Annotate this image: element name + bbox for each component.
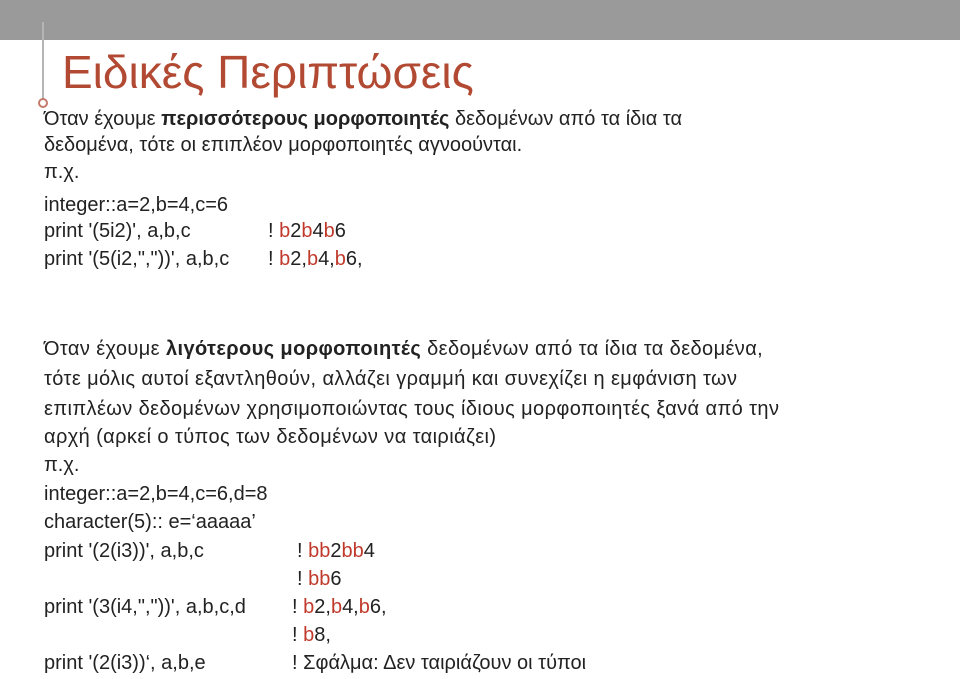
s2-intro-line3: επιπλέων δεδομένων χρησιμοποιώντας τους ίδιους μορφοποιητές ξανά από την [44, 398, 780, 420]
s2-print1-output-line2: ! bb6 [297, 568, 342, 590]
s1-print2-output: ! b2,b4,b6, [268, 248, 363, 270]
s2-print3-error-output: ! Σφάλμα: Δεν ταιριάζουν οι τύποι [292, 652, 587, 674]
s2-intro-emphasis: λιγότερους μορφοποιητές [165, 338, 422, 360]
s1-example-label: π.χ. [44, 161, 80, 183]
s2-example-label: π.χ. [44, 454, 80, 476]
s2-intro-line2: τότε μόλις αυτοί εξαντληθούν, αλλάζει γραμμή και συνεχίζει η εμφάνιση των [44, 368, 738, 390]
slide-title: Ειδικές Περιπτώσεις [62, 46, 474, 98]
s1-intro-line2: δεδομένα, τότε οι επιπλέον μορφοποιητές αγνοούνται. [44, 134, 523, 156]
s2-print2-output-line1: ! b2,b4,b6, [292, 596, 387, 618]
s2-declaration-integer: integer::a=2,b=4,c=6,d=8 [44, 483, 268, 505]
s2-print3-statement: print '(2(i3))‘, a,b,e [44, 652, 206, 674]
s2-print1-statement: print '(2(i3))', a,b,c [44, 540, 204, 562]
s1-declaration: integer::a=2,b=4,c=6 [44, 194, 229, 216]
s2-print2-output-line2: ! b8, [292, 624, 331, 646]
s1-intro-emphasis: περισσότερους μορφοποιητές [161, 108, 450, 130]
s1-print1-output: ! b2b4b6 [268, 220, 346, 242]
s2-intro-line1: Όταν έχουμε λιγότερους μορφοποιητές δεδομένων από τα ίδια τα δεδομένα, [44, 338, 764, 360]
s2-print2-statement: print '(3(i4,","))', a,b,c,d [44, 596, 246, 618]
s1-print1-statement: print '(5i2)', a,b,c [44, 220, 191, 242]
title-divider [42, 22, 44, 104]
s2-print1-output-line1: ! bb2bb4 [297, 540, 375, 562]
s2-intro-line4: αρχή (αρκεί ο τύπος των δεδομένων να ταιριάζει) [44, 426, 497, 448]
s2-declaration-character: character(5):: e=‘aaaaa’ [44, 511, 256, 533]
s1-intro-line1: Όταν έχουμε περισσότερους μορφοποιητές δεδομένων από τα ίδια τα [44, 108, 683, 130]
header-band [0, 0, 960, 40]
s1-print2-statement: print '(5(i2,","))', a,b,c [44, 248, 230, 270]
